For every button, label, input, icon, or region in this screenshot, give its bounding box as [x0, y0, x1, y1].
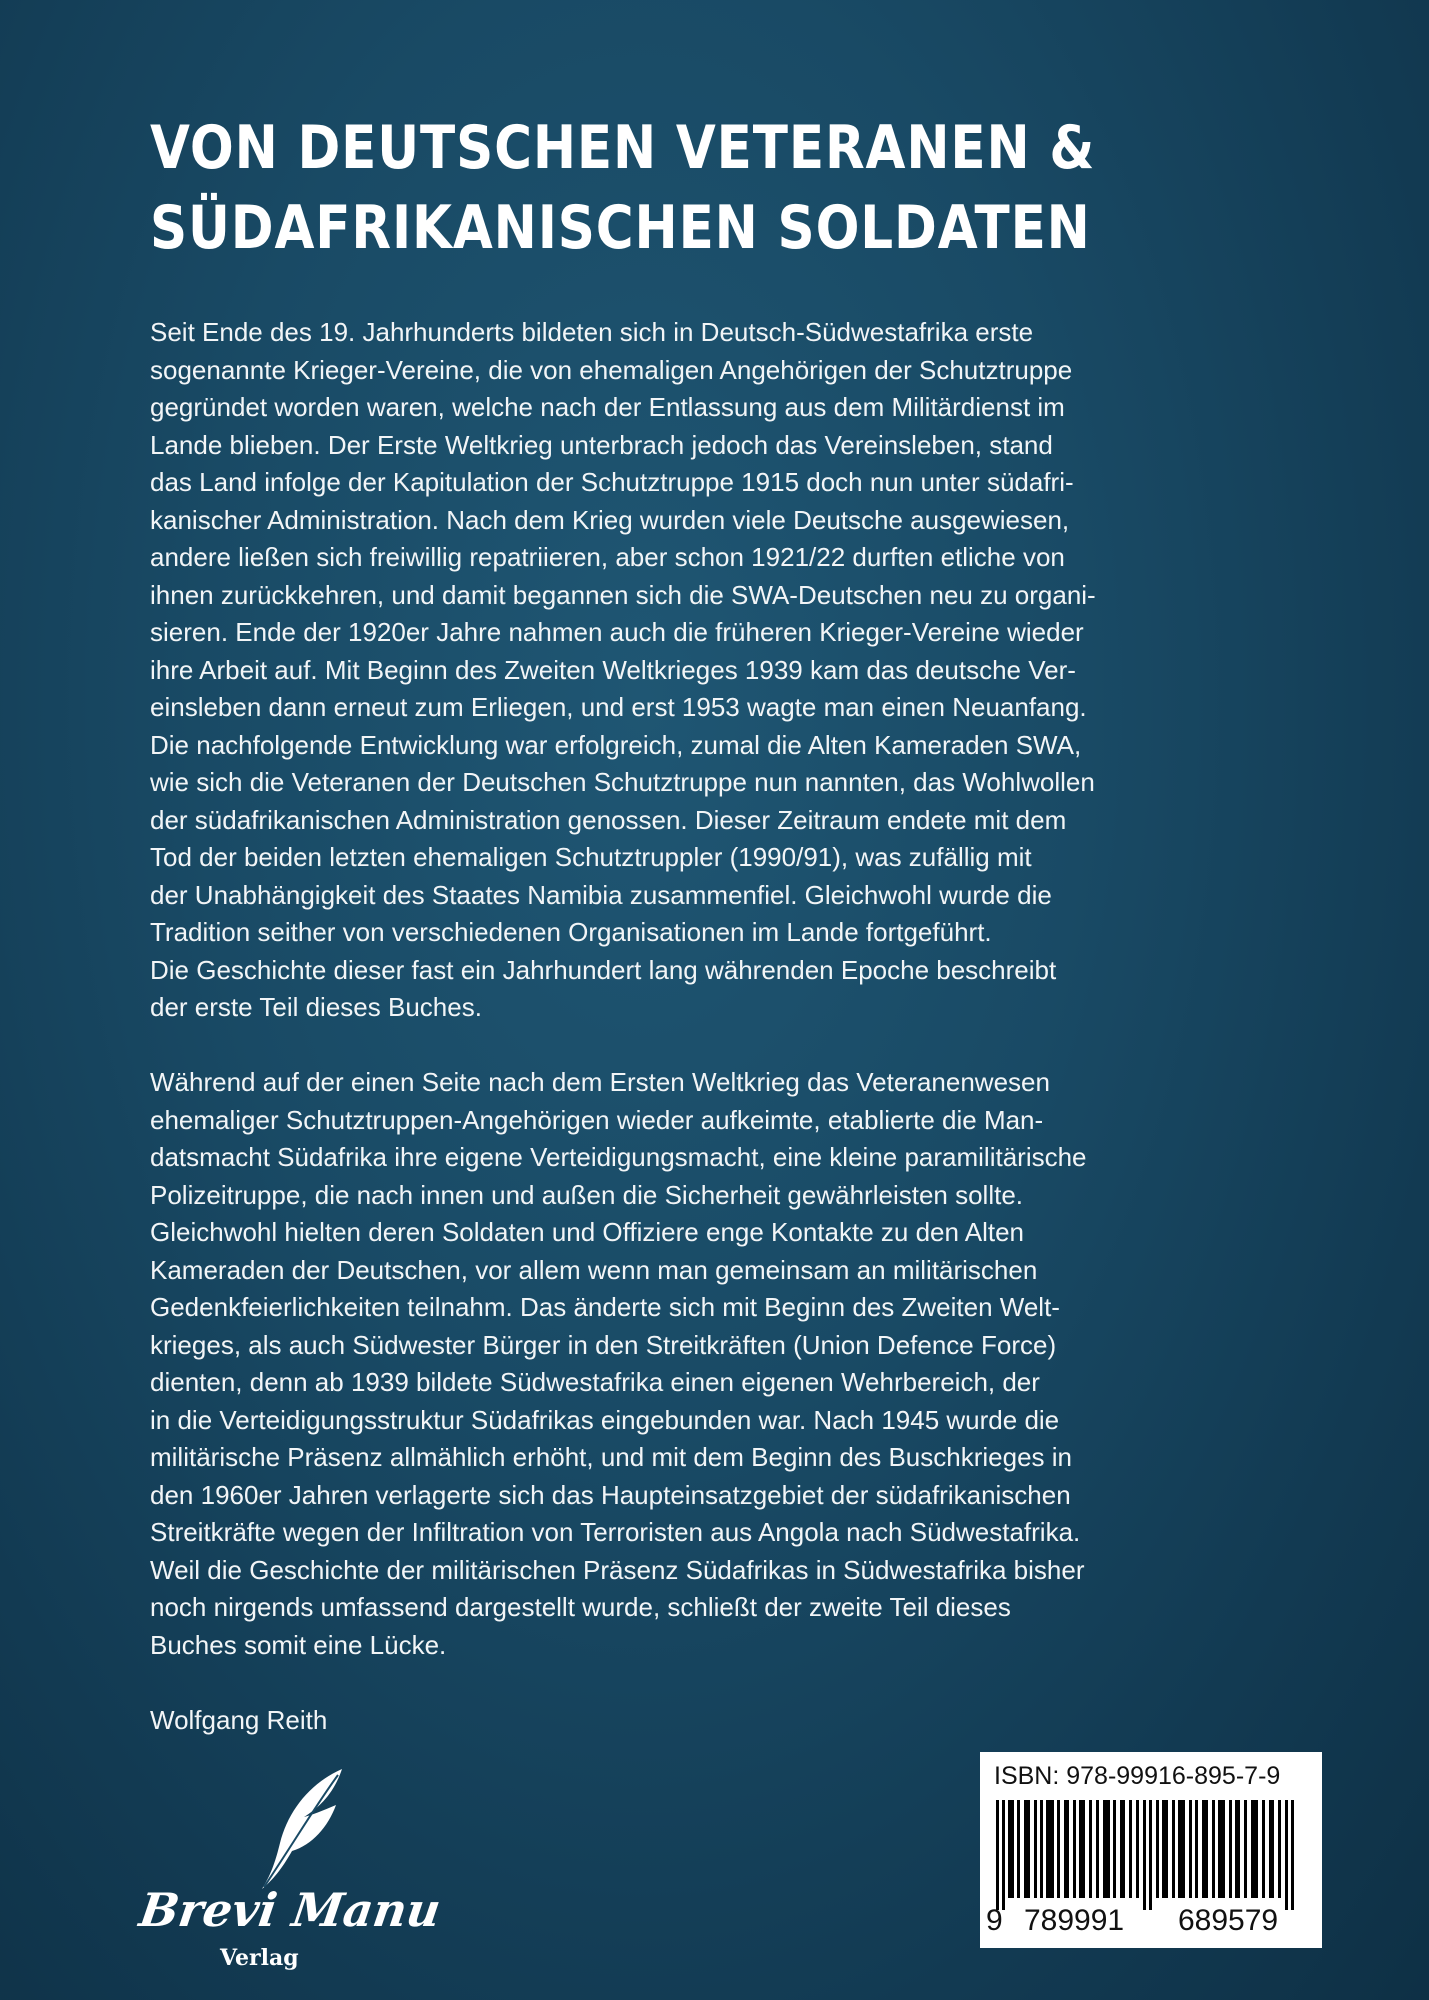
text-line: Gleichwohl hielten deren Soldaten und Offiziere enge Kontakte zu den Alten — [150, 1217, 1025, 1247]
text-line: ihre Arbeit auf. Mit Beginn des Zweiten Weltkrieges 1939 kam das deutsche Ver- — [150, 654, 1076, 685]
barcode-digits-right: 689579 — [1178, 1904, 1279, 1937]
text-line: militärische Präsenz allmählich erhöht, und mit dem Beginn des Buschkrieges in — [150, 1442, 1072, 1472]
paragraph-gap — [150, 1664, 1300, 1702]
barcode-digits-left: 789991 — [1024, 1904, 1125, 1937]
text-line: den 1960er Jahren verlagerte sich das Haupteinsatzgebiet der südafrikanischen — [150, 1479, 1071, 1510]
publisher-logo — [136, 1765, 445, 1985]
cover-title — [150, 108, 1130, 268]
blurb-text — [150, 314, 1300, 1739]
text-line: sieren. Ende der 1920er Jahre nahmen auch die früheren Krieger-Vereine wieder — [150, 617, 1084, 647]
text-line: krieges, als auch Südwester Bürger in den Streitkräften (Union Defence Force) — [150, 1329, 1057, 1360]
text-line: der Unabhängigkeit des Staates Namibia zusammenfiel. Gleichwohl wurde die — [150, 879, 1052, 910]
text-line: Gedenkfeierlichkeiten teilnahm. Das änderte sich mit Beginn des Zweiten Welt- — [150, 1292, 1060, 1322]
text-line: Buches somit eine Lücke. — [150, 1629, 447, 1660]
text-line: einsleben dann erneut zum Erliegen, und erst 1953 wagte man einen Neuanfang. — [150, 692, 1087, 722]
text-line: wie sich die Veteranen der Deutschen Schutztruppe nun nannten, das Wohlwollen — [150, 767, 1095, 797]
text-line: Die Geschichte dieser fast ein Jahrhundert lang währenden Epoche beschreibt — [150, 954, 1057, 985]
paragraph-gap — [150, 1027, 1300, 1065]
text-line: gegründet worden waren, welche nach der Entlassung aus dem Militärdienst im — [150, 392, 1065, 422]
author-name: Wolfgang Reith — [150, 1704, 328, 1735]
blurb-paragraph-1 — [150, 314, 1300, 1027]
text-line: sogenannte Krieger-Vereine, die von ehemaligen Angehörigen der Schutztruppe — [150, 354, 1073, 385]
text-line: der erste Teil dieses Buches. — [150, 992, 482, 1022]
text-line: Kameraden der Deutschen, vor allem wenn man gemeinsam an militärischen — [150, 1254, 1038, 1285]
text-line: datsmacht Südafrika ihre eigene Verteidigungsmacht, eine kleine paramilitärische — [150, 1142, 1087, 1172]
text-line: der südafrikanischen Administration genossen. Dieser Zeitraum endete mit dem — [150, 804, 1067, 835]
text-line: Seit Ende des 19. Jahrhunderts bildeten sich in Deutsch-Südwestafrika erste — [150, 317, 1034, 347]
cover-title-line-2: SÜDAFRIKANISCHEN SOLDATEN — [150, 193, 1091, 263]
text-line: in die Verteidigungsstruktur Südafrikas eingebunden war. Nach 1945 wurde die — [150, 1404, 1060, 1435]
text-line: dienten, denn ab 1939 bildete Südwestafrika einen eigenen Wehrbereich, der — [150, 1367, 1040, 1397]
text-line: Streitkräfte wegen der Infiltration von Terroristen aus Angola nach Südwestafrika. — [150, 1517, 1081, 1547]
blurb-paragraph-2 — [150, 1064, 1300, 1664]
text-line: Tradition seither von verschiedenen Organisationen im Lande fortgeführt. — [150, 917, 992, 947]
text-line: ehemaliger Schutztruppen-Angehörigen wieder aufkeimte, etablierte die Man- — [150, 1104, 1044, 1135]
cover-title-line-1: VON DEUTSCHEN VETERANEN & — [150, 113, 1096, 183]
barcode-icon — [996, 1800, 1306, 1910]
barcode-digit-first: 9 — [986, 1904, 1003, 1937]
text-line: andere ließen sich freiwillig repatriieren, aber schon 1921/22 durften etliche von — [150, 542, 1065, 572]
publisher-name: Brevi Manu — [136, 1883, 445, 1937]
isbn-label: ISBN: 978-99916-895-7-9 — [994, 1762, 1281, 1790]
text-line: kanischer Administration. Nach dem Krieg wurden viele Deutsche ausgewiesen, — [150, 504, 1070, 535]
text-line: noch nirgends umfassend dargestellt wurde, schließt der zweite Teil dieses — [150, 1592, 1011, 1622]
isbn-barcode-box — [980, 1752, 1322, 1948]
publisher-sub: Verlag — [220, 1945, 299, 1971]
text-line: Lande blieben. Der Erste Weltkrieg unterbrach jedoch das Vereinsleben, stand — [150, 429, 1053, 460]
text-line: Tod der beiden letzten ehemaligen Schutztruppler (1990/91), was zufällig mit — [150, 842, 1032, 872]
text-line: Weil die Geschichte der militärischen Präsenz Südafrikas in Südwestafrika bisher — [150, 1554, 1085, 1585]
text-line: das Land infolge der Kapitulation der Schutztruppe 1915 doch nun unter südafri- — [150, 467, 1074, 497]
text-line: Polizeitruppe, die nach innen und außen die Sicherheit gewährleisten sollte. — [150, 1179, 1024, 1210]
text-line: ihnen zurückkehren, und damit begannen sich die SWA-Deutschen neu zu organi- — [150, 579, 1096, 610]
text-line: Die nachfolgende Entwicklung war erfolgreich, zumal die Alten Kameraden SWA, — [150, 729, 1082, 760]
quill-icon — [250, 1765, 360, 1895]
text-line: Während auf der einen Seite nach dem Ersten Weltkrieg das Veteranenwesen — [150, 1067, 1050, 1097]
